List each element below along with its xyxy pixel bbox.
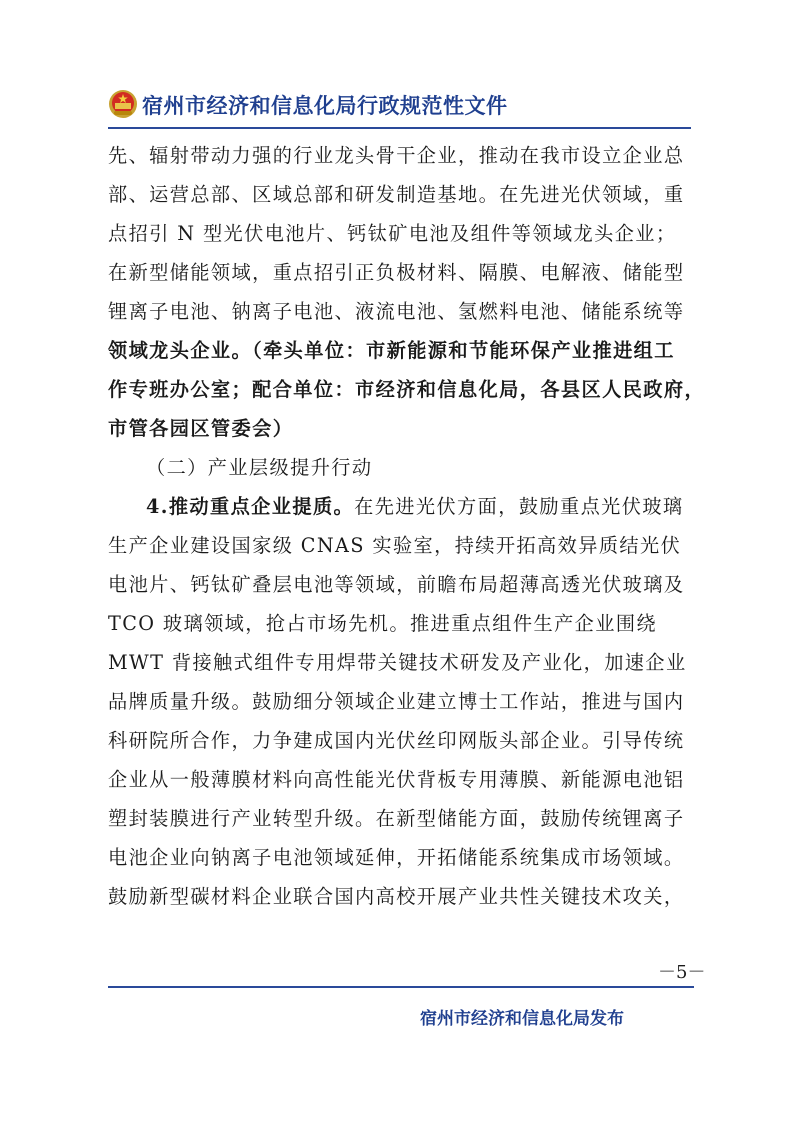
- text-span: 领域龙头企业。（牵头单位：市新能源和节能环保产业推进组工: [108, 339, 675, 362]
- page-number: －5－: [658, 962, 706, 983]
- paragraph-lead-rest: 在先进光伏方面，鼓励重点光伏玻璃: [354, 495, 684, 518]
- text-line: 市管各园区管委会）: [108, 417, 294, 440]
- text-line: MWT 背接触式组件专用焊带关键技术研发及产业化，加速企业: [108, 651, 687, 674]
- national-emblem-icon: [108, 88, 138, 120]
- text-line: 在新型储能领域，重点招引正负极材料、隔膜、电解液、储能型: [108, 261, 685, 284]
- text-line: 锂离子电池、钠离子电池、液流电池、氢燃料电池、储能系统等: [108, 300, 685, 323]
- text-line: 电池片、钙钛矿叠层电池等领域，前瞻布局超薄高透光伏玻璃及: [108, 573, 685, 596]
- text-line: 科研院所合作，力争建成国内光伏丝印网版头部企业。引导传统: [108, 729, 685, 752]
- text-line: 鼓励新型碳材料企业联合国内高校开展产业共性关键技术攻关，: [108, 885, 685, 908]
- text-line: [108, 331, 693, 370]
- text-line: 企业从一般薄膜材料向高性能光伏背板专用薄膜、新能源电池铝: [108, 768, 685, 791]
- text-line: 部、运营总部、区域总部和研发制造基地。在先进光伏领域，重: [108, 183, 685, 206]
- text-line: 先、辐射带动力强的行业龙头骨干企业，推动在我市设立企业总: [108, 144, 685, 167]
- footer-publisher: 宿州市经济和信息化局发布: [420, 1009, 624, 1029]
- header-divider: [108, 127, 691, 129]
- document-header: [108, 88, 698, 124]
- paragraph-first-line: [108, 487, 693, 526]
- footer-divider: [108, 986, 694, 988]
- text-line: 品牌质量升级。鼓励细分领域企业建立博士工作站，推进与国内: [108, 690, 685, 713]
- text-line: 电池企业向钠离子电池领域延伸，开拓储能系统集成市场领域。: [108, 846, 685, 869]
- section-heading: （二）产业层级提升行动: [146, 456, 373, 479]
- document-body: [108, 136, 706, 916]
- paragraph-lead: 4.推动重点企业提质。: [146, 495, 355, 518]
- text-line: 点招引 N 型光伏电池片、钙钛矿电池及组件等领域龙头企业；: [108, 222, 677, 245]
- text-line: TCO 玻璃领域，抢占市场先机。推进重点组件生产企业围绕: [108, 612, 658, 635]
- text-line: 作专班办公室；配合单位：市经济和信息化局，各县区人民政府，: [108, 378, 706, 401]
- text-line: 塑封装膜进行产业转型升级。在新型储能方面，鼓励传统锂离子: [108, 807, 685, 830]
- text-line: 生产企业建设国家级 CNAS 实验室，持续开拓高效异质结光伏: [108, 534, 682, 557]
- header-title: 宿州市经济和信息化局行政规范性文件: [142, 94, 508, 118]
